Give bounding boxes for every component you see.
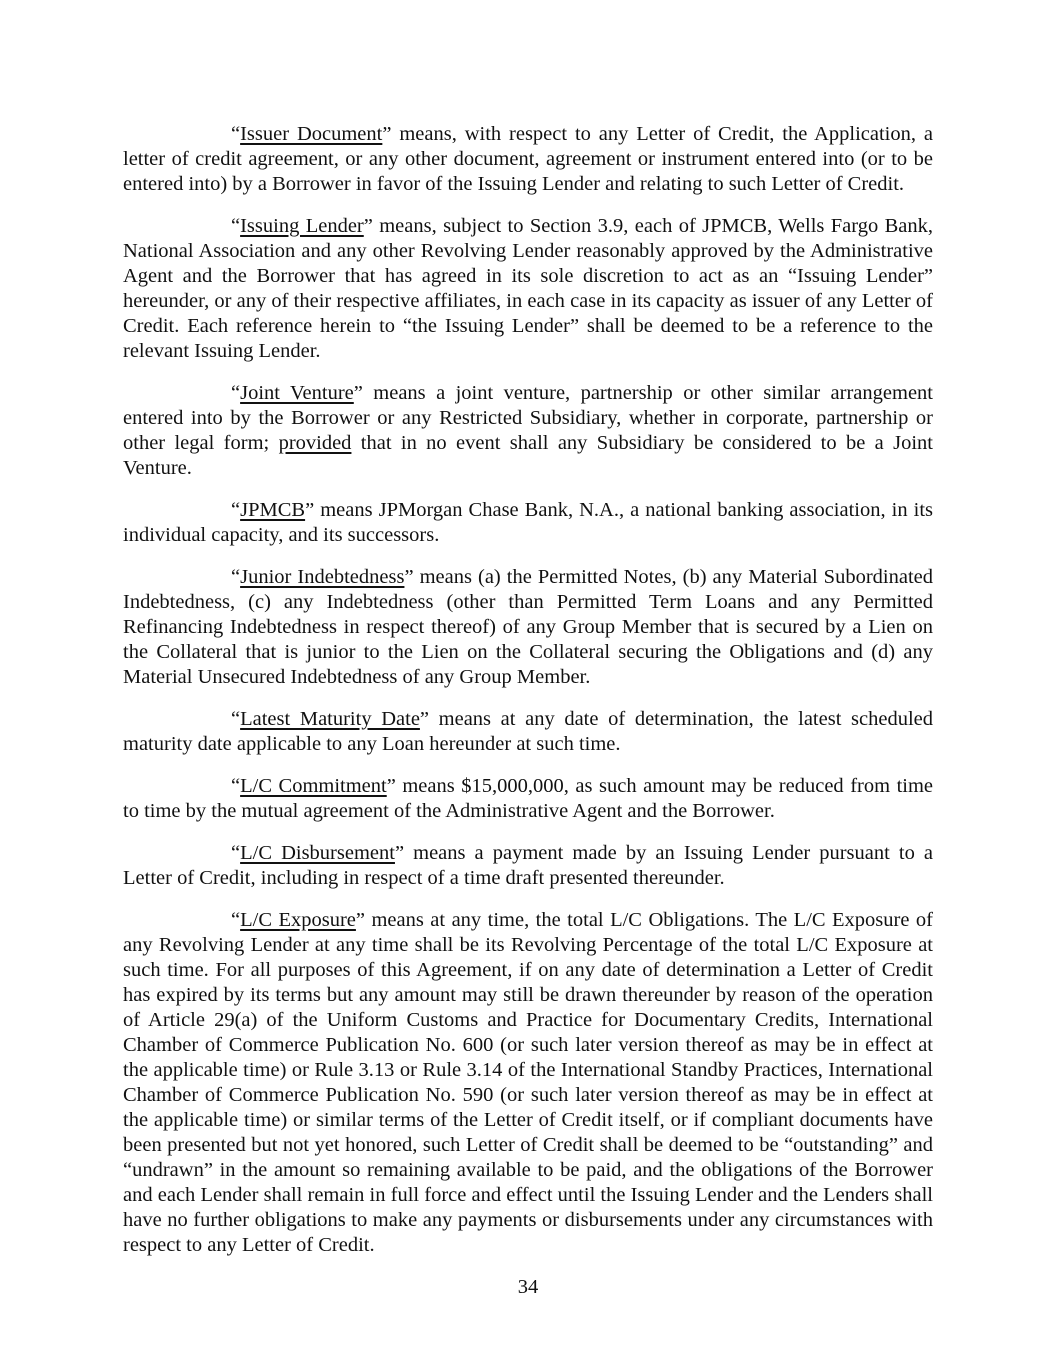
defined-term: L/C Disbursement [240,842,395,864]
text-run: ” means a payment made by an Issuing Lender pursuant to a Letter of Credit, including in respect of a time draft presented thereunder. [123,842,934,889]
text-run: “ [231,123,241,145]
paragraph [123,707,933,757]
paragraph [123,381,933,481]
page-number: 34 [517,1276,539,1298]
text-run: “ [231,499,241,521]
defined-term: Latest Maturity Date [240,708,420,730]
defined-term: JPMCB [240,499,306,521]
defined-term: L/C Exposure [240,909,356,931]
paragraph [123,122,933,197]
defined-term: Issuing Lender [240,215,364,237]
text-run: ” means a joint venture, partnership or other similar arrangement entered into by the Borrower or any Restricted Subsidiary, whether in corporate, partnership or other legal form; [123,382,933,454]
text-run: “ [231,566,241,588]
text-run: ” means, subject to Section 3.9, each of JPMCB, Wells Fargo Bank, National Association and any other Revolving Lender reasonably approved by the Administrative Agent and the Borrower that has agreed in its sole discretion to act as an “Issuing Lender” hereunder, or any of their respective affiliates, in each case in its capacity as issuer of any Letter of Credit. Each reference herein to “the Issuing Lender” shall be deemed to be a reference to the relevant Issuing Lender. [123,215,933,362]
text-run: ” means (a) the Permitted Notes, (b) any Material Subordinated Indebtedness, (c) any Indebtedness (other than Permitted Term Loans and any Permitted Refinancing Indebtedness in respect thereof) of any Group Member that is secured by a Lien on the Collateral that is junior to the Lien on the Collateral securing the Obligations and (d) any Material Unsecured Indebtedness of any Group Member. [123,566,933,688]
document-body [123,122,933,1258]
text-run: “ [231,215,241,237]
paragraph [123,841,933,891]
text-run: “ [231,842,241,864]
text-run: “ [231,708,241,730]
text-run: ” means, with respect to any Letter of Credit, the Application, a letter of credit agreement, or any other document, agreement or instrument entered into (or to be entered into) by a Borrower in favor of the Issuing Lender and relating to such Letter of Credit. [123,123,933,195]
defined-term: L/C Commitment [240,775,387,797]
defined-term: Junior Indebtedness [240,566,405,588]
paragraph [123,214,933,364]
paragraph [123,498,933,548]
text-run: ” means at any time, the total L/C Obligations. The L/C Exposure of any Revolving Lender at any time shall be its Revolving Percentage of the total L/C Exposure at such time. For all purposes of this Agreement, if on any date of determination a Letter of Credit has expired by its terms but any amount may still be drawn thereunder by reason of the operation of Article 29(a) of the Uniform Customs and Practice for Documentary Credits, International Chamber of Commerce Publication No. 600 (or such later version thereof as may be in effect at the applicable time) or Rule 3.13 or Rule 3.14 of the International Standby Practices, International Chamber of Commerce Publication No. 590 (or such later version thereof as may be in effect at the applicable time) or similar terms of the Letter of Credit itself, or if compliant documents have been presented but not yet honored, such Letter of Credit shall be deemed to be “outstanding” and “undrawn” in the amount so remaining available to be paid, and the obligations of the Borrower and each Lender shall remain in full force and effect until the Issuing Lender and the Lenders shall have no further obligations to make any payments or disbursements under any circumstances with respect to any Letter of Credit. [123,909,933,1256]
page-footer [123,1275,933,1300]
text-run: that in no event shall any Subsidiary be considered to be a Joint Venture. [123,432,933,479]
text-run: “ [231,775,241,797]
text-run: “ [231,382,241,404]
text-run: ” means at any date of determination, the latest scheduled maturity date applicable to any Loan hereunder at such time. [123,708,933,755]
defined-term: Joint Venture [240,382,354,404]
text-run: ” means $15,000,000, as such amount may be reduced from time to time by the mutual agreement of the Administrative Agent and the Borrower. [123,775,934,822]
paragraph [123,565,933,690]
text-run: ” means JPMorgan Chase Bank, N.A., a national banking association, in its individual capacity, and its successors. [123,499,933,546]
text-run: “ [231,909,241,931]
defined-term: provided [278,432,352,454]
paragraph [123,908,933,1258]
paragraph [123,774,933,824]
defined-term: Issuer Document [240,123,383,145]
